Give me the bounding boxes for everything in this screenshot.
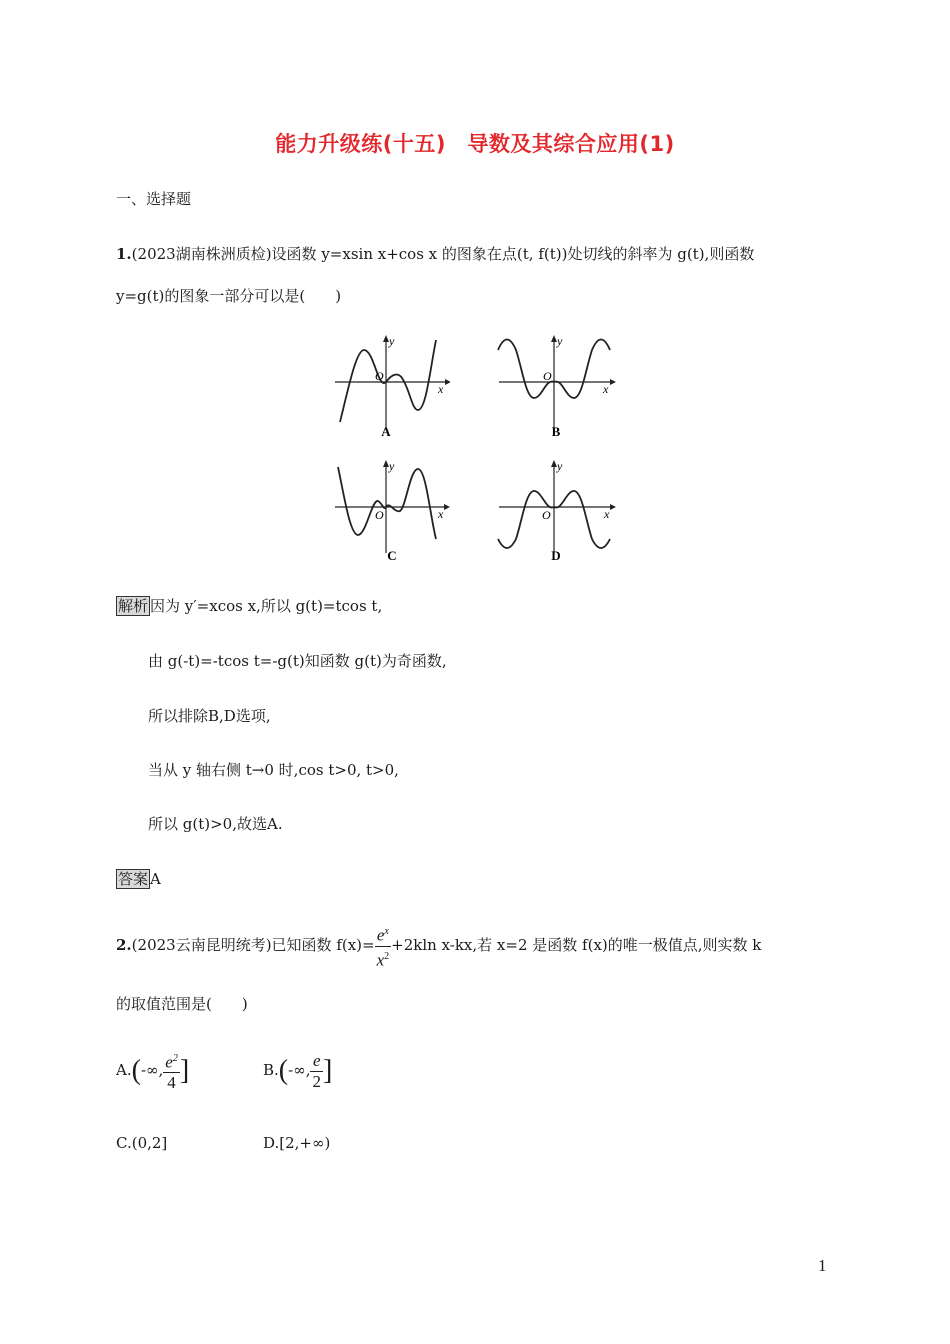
option-c[interactable]: C.(0,2] <box>116 1134 168 1152</box>
graph-b-origin-label: O <box>543 369 552 383</box>
analysis-line-4: 当从 y 轴右侧 t→0 时,cos t>0, t>0, <box>148 761 399 779</box>
option-b[interactable] <box>263 1040 332 1101</box>
question-2-fraction <box>375 922 392 970</box>
graph-d-label: D <box>551 548 561 563</box>
graph-c <box>330 455 454 565</box>
graph-a-curve <box>340 340 436 422</box>
option-a[interactable] <box>116 1040 189 1101</box>
graph-a-x-label: x <box>438 382 444 396</box>
option-b-den: 2 <box>312 1071 321 1091</box>
graph-d-x-label: x <box>604 507 610 521</box>
graph-c-x-arrow-icon <box>444 504 450 510</box>
q2-frac-den-sup: 2 <box>384 950 390 962</box>
graph-b-y-label: y <box>557 334 563 348</box>
page-number: 1 <box>818 1256 827 1275</box>
question-1-line-2: y=g(t)的图象一部分可以是( ) <box>116 287 342 305</box>
graph-c-origin-label: O <box>375 508 384 522</box>
question-1-number: 1. <box>116 245 132 263</box>
question-2-line-1 <box>116 922 761 970</box>
question-2-suffix: +2kln x-kx,若 x=2 是函数 f(x)的唯一极值点,则实数 k <box>391 936 762 955</box>
analysis-line-2: 由 g(-t)=-tcos t=-g(t)知函数 g(t)为奇函数, <box>148 652 447 670</box>
graph-d-x-arrow-icon <box>610 504 616 510</box>
answer-value: A <box>150 870 161 888</box>
graph-b-label: B <box>551 424 561 439</box>
option-a-inner: -∞, <box>140 1061 164 1079</box>
option-b-label: B. <box>263 1061 279 1079</box>
question-2-line-2: 的取值范围是( ) <box>116 995 248 1013</box>
option-b-inner: -∞, <box>288 1061 311 1079</box>
graph-c-x-label: x <box>438 507 444 521</box>
option-a-den: 4 <box>167 1073 176 1093</box>
analysis-line-3: 所以排除B,D选项, <box>148 707 271 725</box>
analysis-line-5: 所以 g(t)>0,故选A. <box>148 815 283 833</box>
graph-b-x-label: x <box>603 382 609 396</box>
option-a-num-sup: 2 <box>172 1052 178 1064</box>
option-d[interactable]: D.[2,+∞) <box>263 1134 331 1152</box>
q2-frac-den: x <box>376 950 385 970</box>
graph-b-x-arrow-icon <box>610 379 616 385</box>
analysis-text-1: 因为 y′=xcos x,所以 g(t)=tcos t, <box>150 597 383 615</box>
option-a-num: e <box>165 1052 173 1072</box>
q2-frac-num: e <box>376 925 385 945</box>
option-a-left-paren: ( <box>131 1055 141 1086</box>
graph-a-origin-label: O <box>375 369 384 383</box>
analysis-line-1 <box>116 596 382 616</box>
analysis-tag: 解析 <box>118 597 149 615</box>
section-heading: 一、选择题 <box>116 190 192 208</box>
option-a-fraction <box>163 1049 180 1094</box>
answer-line <box>116 869 161 889</box>
graph-c-curve <box>338 467 436 539</box>
graph-a-label: A <box>381 424 391 439</box>
question-2-prefix: (2023云南昆明统考)已知函数 f(x)= <box>131 936 375 955</box>
question-2-number: 2. <box>116 936 132 955</box>
option-b-fraction <box>310 1051 323 1092</box>
graph-a <box>330 330 450 442</box>
graph-b <box>494 330 618 442</box>
option-a-label: A. <box>116 1061 132 1079</box>
question-1-stem: (2023湖南株洲质检)设函数 y=xsin x+cos x 的图象在点(t, f(t))处切线的斜率为 g(t),则函数 <box>131 245 755 263</box>
graph-c-y-label: y <box>389 459 395 473</box>
graph-c-label: C <box>387 548 397 563</box>
page-title: 能力升级练(十五) 导数及其综合应用(1) <box>275 132 675 156</box>
option-a-right-bracket: ] <box>179 1055 190 1086</box>
option-b-num: e <box>310 1051 323 1072</box>
graph-a-x-arrow-icon <box>445 379 450 385</box>
question-1-line-1 <box>116 244 754 264</box>
graph-d <box>494 455 618 565</box>
q2-frac-num-sup: x <box>384 926 389 937</box>
graph-d-y-label: y <box>557 459 563 473</box>
option-b-right-bracket: ] <box>322 1055 333 1086</box>
answer-tag: 答案 <box>118 870 149 888</box>
graph-a-y-label: y <box>389 334 395 348</box>
graph-d-origin-label: O <box>542 508 551 522</box>
option-b-left-paren: ( <box>278 1055 289 1086</box>
